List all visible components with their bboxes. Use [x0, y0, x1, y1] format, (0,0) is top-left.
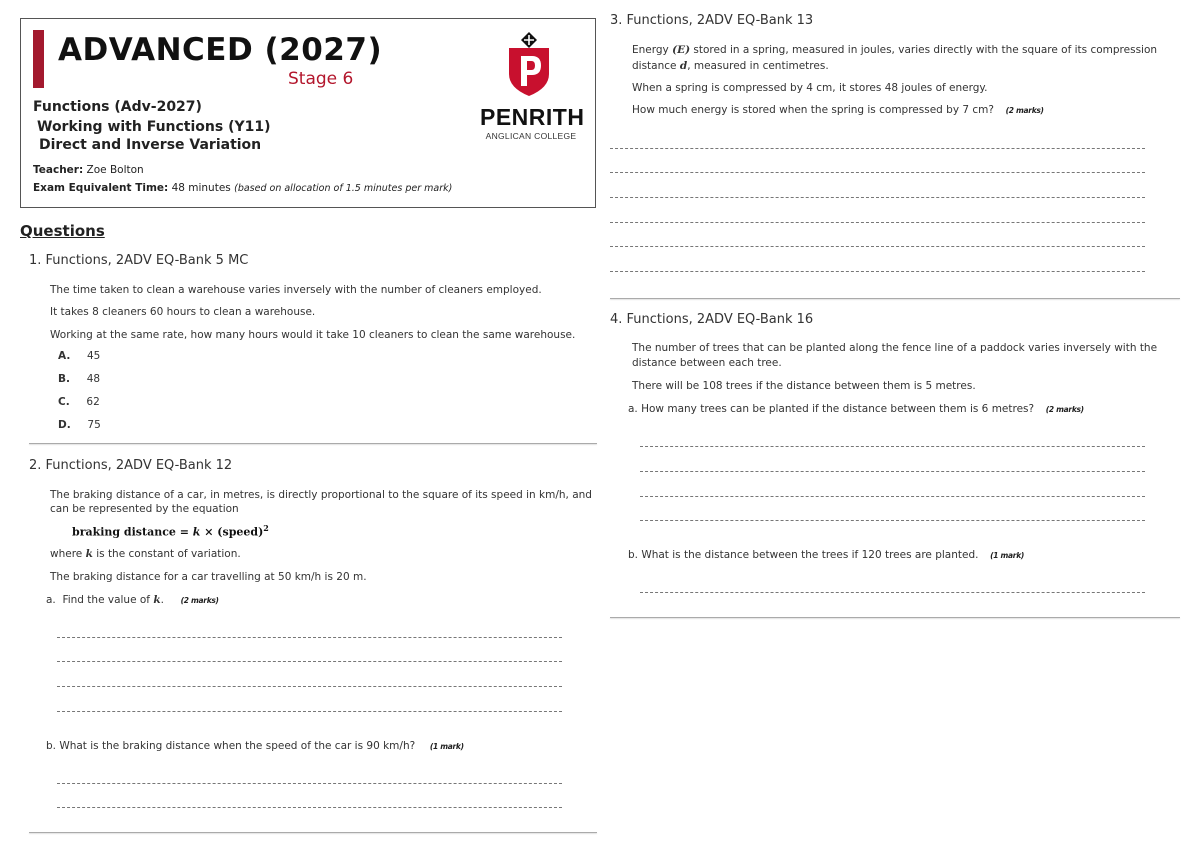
q3-line-3: When a spring is compressed by 4 cm, it stores 48 joules of energy. [632, 82, 988, 94]
q3-heading: 3. Functions, 2ADV EQ-Bank 13 [610, 13, 814, 28]
q1-option-d-letter: D. [58, 419, 71, 431]
answer-line[interactable] [640, 471, 1145, 472]
q2-equation-lhs: braking distance [72, 525, 176, 539]
q1-option-a[interactable] [58, 350, 100, 362]
q2-part-a-text-2: . [160, 594, 164, 606]
q3-line-1-b: stored in a spring, measured in joules, varies directly with the square of its compression [690, 44, 1158, 56]
q2-equation-rhs: × (speed) [200, 525, 264, 539]
q2-intro-1: The braking distance of a car, in metres, is directly proportional to the square of its speed in km/h, and [50, 489, 592, 501]
answer-line[interactable] [610, 197, 1145, 198]
q4-part-b [628, 549, 1024, 561]
answer-line[interactable] [640, 446, 1145, 447]
answer-line[interactable] [640, 496, 1145, 497]
q2-where-1: where [50, 548, 86, 560]
q1-option-b-letter: B. [58, 373, 70, 385]
college-logo-subtitle: ANGLICAN COLLEGE [485, 131, 577, 141]
q2-heading: 2. Functions, 2ADV EQ-Bank 12 [29, 458, 233, 473]
q4-line-1: The number of trees that can be planted along the fence line of a paddock varies inversely with the [632, 342, 1158, 354]
q4-line-3: There will be 108 trees if the distance between them is 5 metres. [632, 380, 976, 392]
q2-where-2: is the constant of variation. [92, 548, 241, 560]
answer-line[interactable] [640, 520, 1145, 521]
q1-option-d[interactable] [58, 419, 101, 431]
questions-heading: Questions [20, 222, 105, 240]
q2-where-k: k [85, 548, 93, 560]
q2-condition: The braking distance for a car travelling at 50 km/h is 20 m. [50, 571, 367, 583]
document-title: ADVANCED (2027) [58, 32, 383, 68]
q3-line-1-a: Energy [632, 44, 673, 56]
q2-part-a [46, 594, 219, 606]
q2-equation-k: k [192, 525, 201, 539]
answer-line[interactable] [610, 246, 1145, 247]
teacher-line [33, 164, 144, 176]
q1-option-b-value: 48 [86, 373, 101, 385]
answer-line[interactable] [57, 661, 562, 662]
answer-line[interactable] [610, 148, 1145, 149]
q1-option-b[interactable] [58, 373, 100, 385]
q3-line-2 [632, 60, 829, 72]
answer-line[interactable] [57, 686, 562, 687]
teacher-name: Zoe Bolton [86, 164, 144, 176]
q2-equation-exponent: 2 [263, 523, 269, 533]
subject-line-1: Functions (Adv-2027) [33, 99, 202, 115]
q1-option-c-letter: C. [58, 396, 70, 408]
q3-marks: (2 marks) [1005, 106, 1044, 115]
exam-time-line [33, 182, 452, 194]
q2-part-a-marks: (2 marks) [180, 596, 219, 605]
q3-line-1 [632, 44, 1157, 56]
teacher-label: Teacher: [33, 164, 84, 176]
q2-equation-equals: = [175, 525, 193, 539]
q4-line-2: distance between each tree. [632, 357, 782, 369]
q1-option-a-value: 45 [87, 350, 101, 362]
q4-part-b-marks: (1 mark) [990, 551, 1025, 560]
stage-label: Stage 6 [288, 69, 354, 89]
q2-part-b-marks: (1 mark) [429, 742, 464, 751]
q1-heading: 1. Functions, 2ADV EQ-Bank 5 MC [29, 253, 249, 268]
q1-line-1: The time taken to clean a warehouse varies inversely with the number of cleaners employed. [50, 284, 542, 296]
answer-line[interactable] [57, 637, 562, 638]
q2-part-b-text: b. What is the braking distance when the speed of the car is 90 km/h? [46, 740, 416, 752]
answer-line[interactable] [610, 271, 1145, 272]
accent-bar [33, 30, 44, 88]
q1-option-a-letter: A. [58, 350, 71, 362]
q1-line-3: Working at the same rate, how many hours would it take 10 cleaners to clean the same warehouse. [50, 329, 576, 341]
exam-time-note: (based on allocation of 1.5 minutes per mark) [234, 183, 453, 194]
q4-part-a-marks: (2 marks) [1045, 405, 1084, 414]
q2-part-a-k: k [153, 594, 161, 606]
q4-part-a [628, 403, 1084, 415]
answer-line[interactable] [640, 592, 1145, 593]
q1-line-2: It takes 8 cleaners 60 hours to clean a warehouse. [50, 306, 316, 318]
answer-line[interactable] [57, 711, 562, 712]
q2-divider [29, 832, 597, 833]
q3-line-2-b: , measured in centimetres. [687, 60, 829, 72]
q1-option-d-value: 75 [87, 419, 101, 431]
q3-divider [610, 298, 1180, 299]
q1-option-c-value: 62 [86, 396, 100, 408]
answer-line[interactable] [610, 172, 1145, 173]
answer-line[interactable] [57, 807, 562, 808]
college-crest-icon [503, 30, 555, 98]
q4-part-b-text: b. What is the distance between the trees if 120 trees are planted. [628, 549, 979, 561]
q2-equation [72, 523, 269, 539]
exam-time-label: Exam Equivalent Time: [33, 182, 169, 194]
q1-option-c[interactable] [58, 396, 100, 408]
subject-line-2: Working with Functions (Y11) [37, 119, 271, 135]
q1-divider [29, 443, 597, 444]
q2-part-b [46, 740, 464, 752]
q3-line-4-text: How much energy is stored when the spring is compressed by 7 cm? [632, 104, 994, 116]
college-logo-word: PENRITH [480, 104, 585, 130]
q2-where-line [50, 548, 241, 560]
q4-divider [610, 617, 1180, 618]
answer-line[interactable] [610, 222, 1145, 223]
exam-time-value: 48 minutes [171, 182, 231, 194]
answer-line[interactable] [57, 783, 562, 784]
q4-part-a-text: a. How many trees can be planted if the distance between them is 6 metres? [628, 403, 1035, 415]
q4-heading: 4. Functions, 2ADV EQ-Bank 16 [610, 312, 814, 327]
q3-energy-symbol: (E) [672, 44, 691, 56]
q3-line-2-a: distance [632, 60, 680, 72]
q3-distance-symbol: d [679, 60, 688, 72]
q3-line-4 [632, 104, 1044, 116]
q2-intro-2: can be represented by the equation [50, 503, 239, 515]
subject-line-3: Direct and Inverse Variation [39, 137, 262, 153]
q2-part-a-text-1: a. Find the value of [46, 594, 154, 606]
